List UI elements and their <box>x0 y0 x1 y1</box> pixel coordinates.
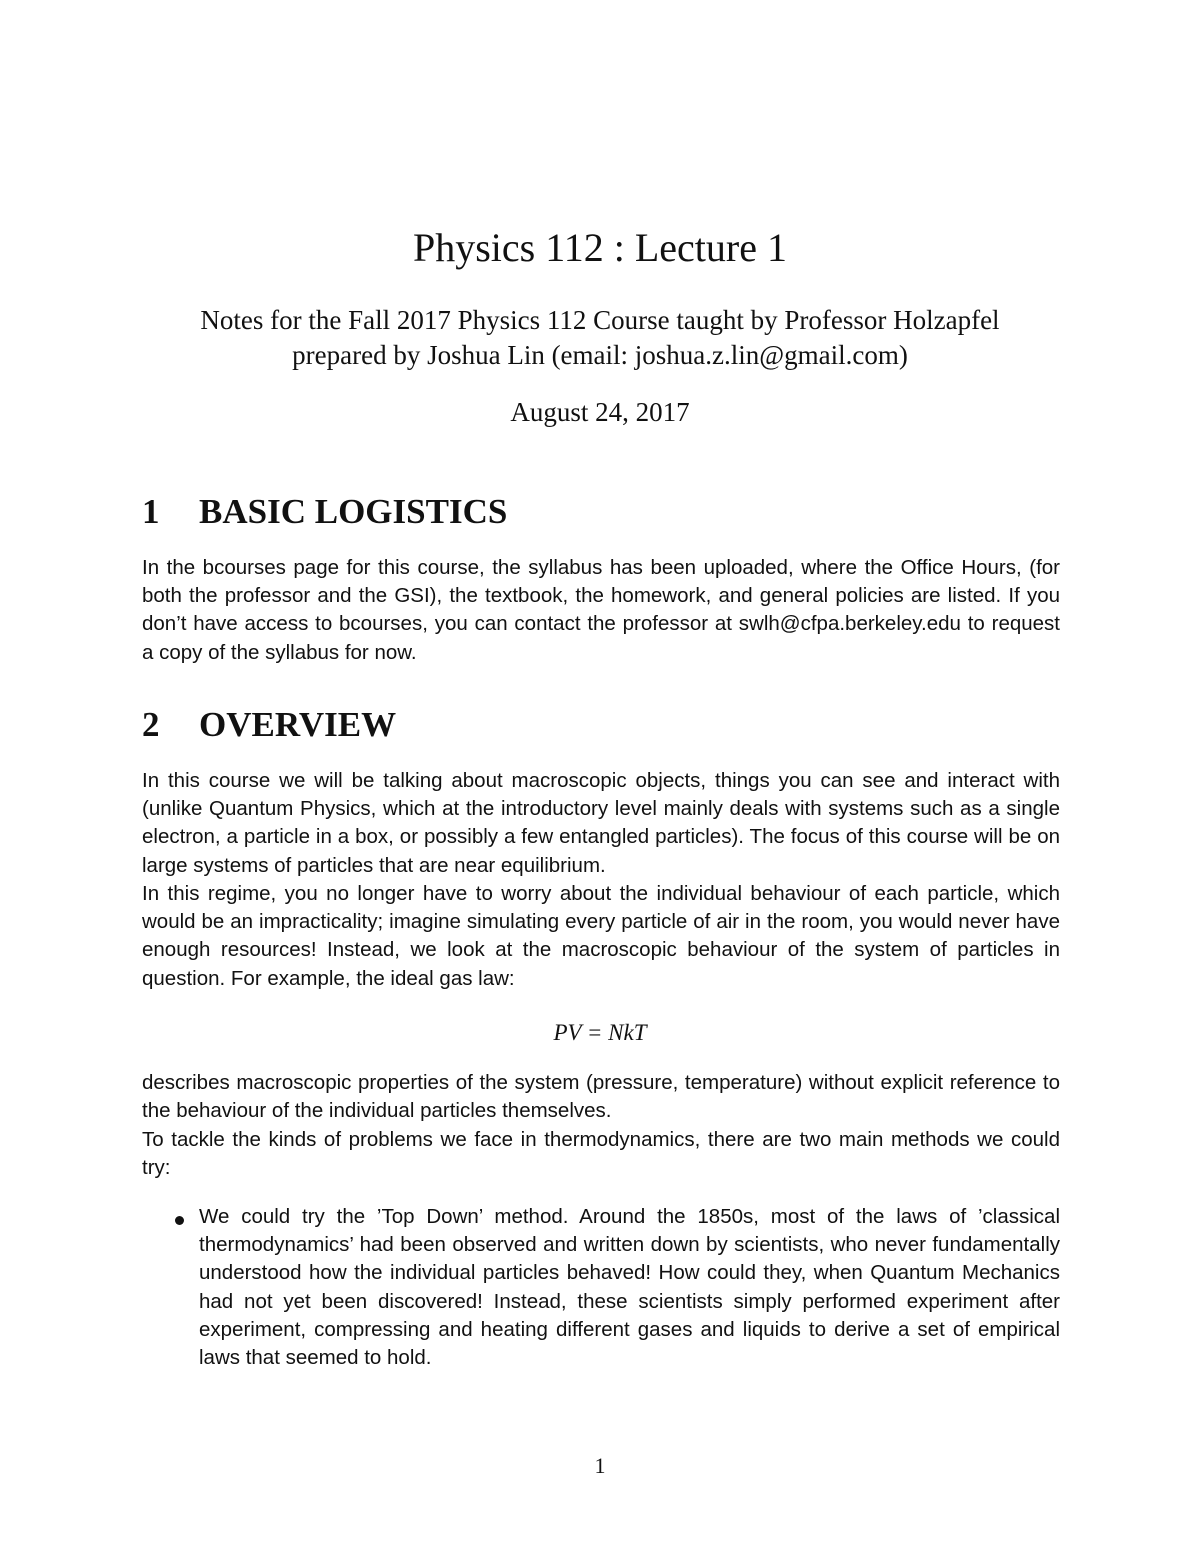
section-heading-basic-logistics <box>142 490 507 534</box>
section-title: BASIC LOGISTICS <box>199 492 508 531</box>
overview-paragraph-describes: describes macroscopic properties of the system (pressure, temperature) without explicit reference to the behaviour of the individual particles themselves. <box>142 1071 1060 1123</box>
author-line-course: Notes for the Fall 2017 Physics 112 Course taught by Professor Holzapfel <box>200 305 1000 335</box>
section-number: 1 <box>142 492 160 531</box>
overview-paragraph-methods: To tackle the kinds of problems we face in thermodynamics, there are two main methods we could try: <box>142 1128 1060 1180</box>
overview-paragraph-intro: In this course we will be talking about macroscopic objects, things you can see and interact with (unlike Quantum Physics, which at the introductory level mainly deals with systems such as a single electron, a particle in a box, or possibly a few entangled particles). The focus of this course will be on large systems of particles that are near equilibrium. <box>142 769 1060 877</box>
bullet-icon <box>175 1216 184 1225</box>
logistics-paragraph: In the bcourses page for this course, the syllabus has been uploaded, where the Office Hours, (for both the professor and the GSI), the textbook, the homework, and general policies are listed. If you don’t have access to bcourses, you can contact the professor at swlh@cfpa.berkeley.edu to request a copy of the syllabus for now. <box>142 556 1060 664</box>
section-heading-overview <box>142 703 396 747</box>
overview-paragraph-regime: In this regime, you no longer have to worry about the individual behaviour of each particle, which would be an impracticality; imagine simulating every particle of air in the room, you would never have enough resources! Instead, we look at the macroscopic behaviour of the system of particles in question. For example, the ideal gas law: <box>142 882 1060 990</box>
section-title: OVERVIEW <box>199 705 397 744</box>
section-number: 2 <box>142 705 160 744</box>
author-line-preparer: prepared by Joshua Lin (email: joshua.z.lin@gmail.com) <box>292 340 908 370</box>
list-item <box>142 1203 1060 1372</box>
ideal-gas-law-equation: PV = NkT <box>553 1020 647 1045</box>
page-number: 1 <box>594 1453 606 1478</box>
bullet-text-top-down: We could try the ’Top Down’ method. Around the 1850s, most of the laws of ’classical thermodynamics’ had been observed and written down by scientists, who never fundamentally understood how the individual particles behaved! How could they, when Quantum Mechanics had not yet been discovered! Instead, these scientists simply performed experiment after experiment, compressing and heating different gases and liquids to derive a set of empirical laws that seemed to hold. <box>199 1205 1060 1370</box>
methods-bullet-list <box>142 1203 1060 1372</box>
author-block <box>0 303 1200 373</box>
document-title: Physics 112 : Lecture 1 <box>412 225 787 270</box>
document-date: August 24, 2017 <box>510 397 690 427</box>
